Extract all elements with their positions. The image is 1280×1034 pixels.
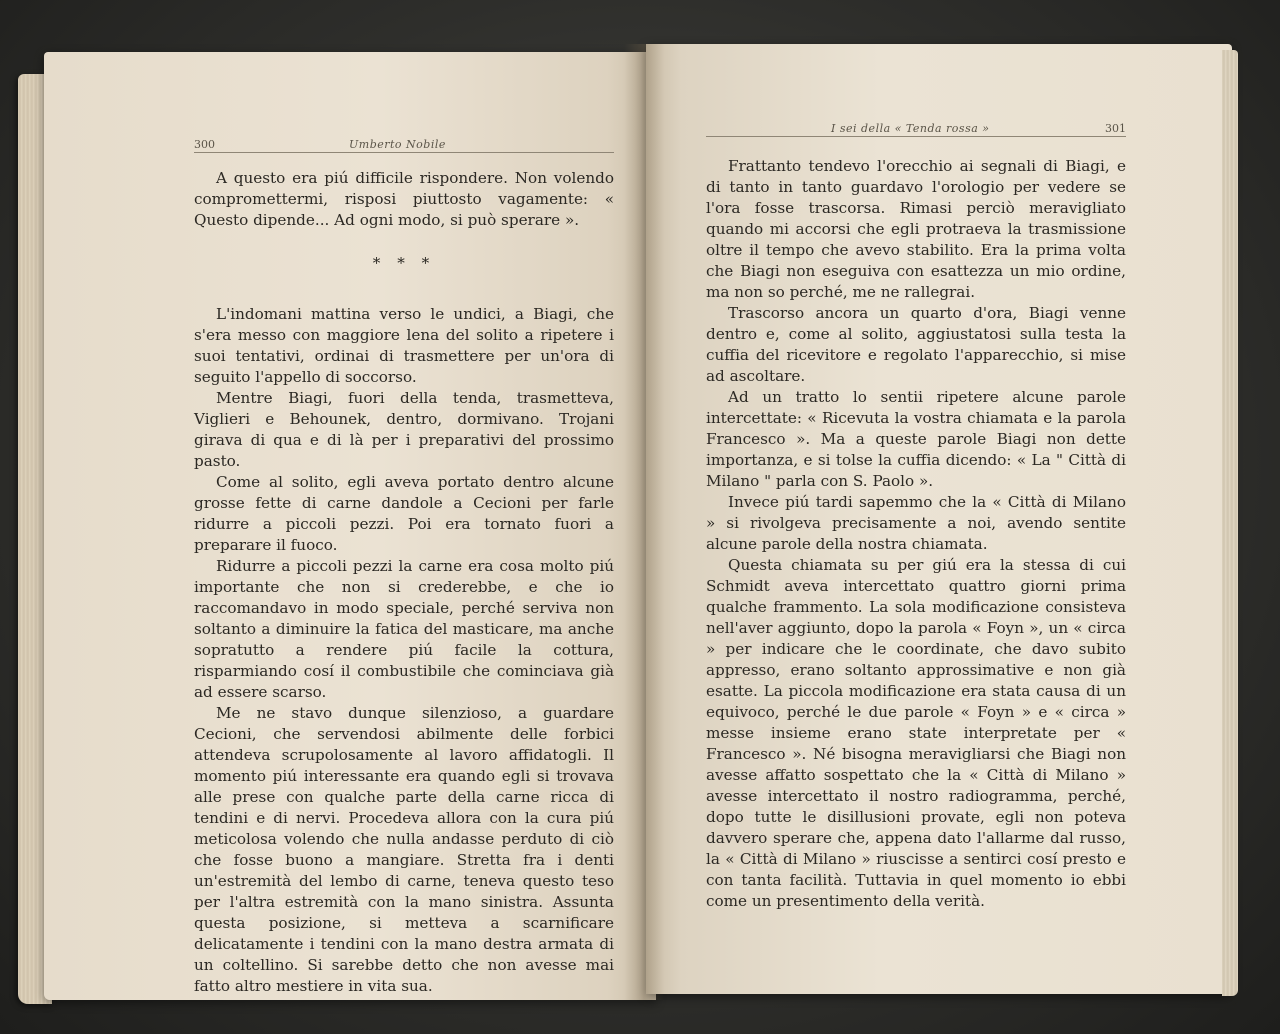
paragraph: Mentre Biagi, fuori della tenda, trasmetteva, Viglieri e Behounek, dentro, dormivano. Trojani girava di qua e di là per i preparativi del prossimo pasto.	[194, 389, 614, 470]
running-head: Umberto Nobile	[349, 138, 446, 151]
open-book	[18, 44, 1258, 1004]
paragraph: Trascorso ancora un quarto d'ora, Biagi venne dentro e, come al solito, aggiustatosi sulla testa la cuffia del ricevitore e regolato l'apparecchio, si mise ad ascoltare.	[706, 304, 1126, 385]
paragraph: Ad un tratto lo sentii ripetere alcune parole intercettate: « Ricevuta la vostra chiamata e la parola Francesco ». Ma a queste parole Biagi non dette importanza, e si tolse la cuffia dicendo: « La " Città di Milano " parla con S. Paolo ».	[706, 388, 1126, 490]
paragraph: Ridurre a piccoli pezzi la carne era cosa molto piú importante che non si crederebbe, e che io raccomandavo in modo speciale, perché serviva non soltanto a diminuire la fatica del masticare, ma anche sopratutto a rendere piú facile la cottura, risparmiando cosí il combustibile che cominciava già ad essere scarso.	[194, 557, 614, 701]
paragraph: Come al solito, egli aveva portato dentro alcune grosse fette di carne dandole a Cecioni per farle ridurre a piccoli pezzi. Poi era tornato fuori a preparare il fuoco.	[194, 473, 614, 554]
section-separator: * * *	[372, 254, 436, 272]
page-edges-right	[1222, 50, 1238, 996]
paragraph: Frattanto tendevo l'orecchio ai segnali di Biagi, e di tanto in tanto guardavo l'orologio per vedere se l'ora fosse trascorsa. Rimasi perciò meravigliato quando mi accorsi che egli protraeva la trasmissione oltre il tempo che avevo stabilito. Era la prima volta che Biagi non eseguiva con esattezza un mio ordine, ma non so perché, me ne rallegrai.	[706, 157, 1126, 301]
left-page-header	[194, 138, 614, 153]
left-page	[44, 52, 656, 1000]
running-head: I sei della « Tenda rossa »	[831, 122, 990, 135]
paragraph: A questo era piú difficile rispondere. Non volendo compromettermi, risposi piuttosto vagamente: « Questo dipende... Ad ogni modo, si può sperare ».	[194, 169, 614, 229]
paragraph: Invece piú tardi sapemmo che la « Città di Milano » si rivolgeva precisamente a noi, avendo sentite alcune parole della nostra chiamata.	[706, 493, 1126, 553]
left-page-text	[194, 168, 614, 997]
right-page	[646, 44, 1232, 994]
right-page-text	[706, 156, 1126, 912]
right-page-header	[706, 122, 1126, 137]
page-number: 300	[194, 138, 215, 151]
paragraph: Me ne stavo dunque silenzioso, a guardare Cecioni, che servendosi abilmente delle forbici attendeva scrupolosamente al lavoro affidatogli. Il momento piú interessante era quando egli si trovava alle prese con qualche parte della carne ricca di tendini e di nervi. Procedeva allora con la cura piú meticolosa volendo che nulla andasse perduto di ciò che fosse buono a mangiare. Stretta fra i denti un'estremità del lembo di carne, teneva questo teso per l'altra estremità con la mano sinistra. Assunta questa posizione, si metteva a scarnificare delicatamente i tendini con la mano destra armata di un coltellino. Si sarebbe detto che non avesse mai fatto altro mestiere in vita sua.	[194, 704, 614, 995]
page-number: 301	[1105, 122, 1126, 135]
paragraph: Questa chiamata su per giú era la stessa di cui Schmidt aveva intercettato quattro giorni prima qualche frammento. La sola modificazione consisteva nell'aver aggiunto, dopo la parola « Foyn », un « circa » per indicare che le coordinate, che davo subito appresso, erano soltanto approssimative e non già esatte. La piccola modificazione era stata causa di un equivoco, perché le due parole « Foyn » e « circa » messe insieme erano state interpretate per « Francesco ». Né bisogna meravigliarsi che Biagi non avesse affatto sospettato che la « Città di Milano » avesse intercettato il nostro radiogramma, perché, dopo tutte le disillusioni provate, egli non poteva davvero sperare che, appena dato l'allarme dal russo, la « Città di Milano » riuscisse a sentirci cosí presto e con tanta facilità. Tuttavia in quel momento io ebbi come un presentimento della verità.	[706, 556, 1126, 910]
paragraph: L'indomani mattina verso le undici, a Biagi, che s'era messo con maggiore lena del solito a ripetere i suoi tentativi, ordinai di trasmettere per un'ora di seguito l'appello di soccorso.	[194, 305, 614, 386]
